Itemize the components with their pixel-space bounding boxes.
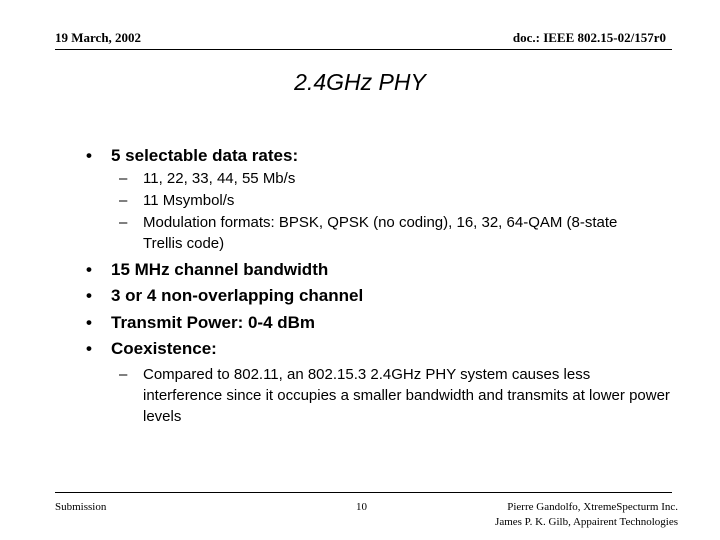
footer-rule [55, 492, 672, 493]
sub-bullet-text: 11 Msymbol/s [143, 192, 235, 209]
bullet-dot: • [86, 339, 92, 358]
bullet-dot: • [86, 146, 92, 165]
footer-author-line: Pierre Gandolfo, XtremeSpecturm Inc. [507, 501, 678, 513]
slide-title: 2.4GHz PHY [294, 69, 426, 95]
bullet-text: Transmit Power: 0-4 dBm [111, 313, 316, 332]
sub-bullet-text: 11, 22, 33, 44, 55 Mb/s [143, 170, 296, 187]
bullet-text: 5 selectable data rates: [111, 146, 299, 165]
header-date: 19 March, 2002 [55, 30, 142, 45]
footer-submission: Submission [55, 501, 107, 513]
footer-authors [495, 500, 678, 530]
bullet-text: 3 or 4 non-overlapping channel [111, 286, 364, 305]
sub-bullet-dash: – [119, 192, 128, 209]
bullet-dot: • [86, 286, 92, 305]
page-number: 10 [356, 501, 367, 513]
bullet-text: 15 MHz channel bandwidth [111, 260, 329, 279]
sub-bullet-dash: – [119, 214, 128, 231]
sub-bullet-dash: – [119, 170, 128, 187]
footer-author-line: James P. K. Gilb, Appairent Technologies [495, 516, 678, 528]
sub-bullet-dash: – [119, 366, 128, 383]
bullet-dot: • [86, 313, 92, 332]
sub-bullet-text: Compared to 802.11, an 802.15.3 2.4GHz PHY system causes less interference since it occupies a smaller bandwidth and transmits at lower power levels [143, 366, 670, 425]
header-doc-id: doc.: IEEE 802.15-02/157r0 [512, 30, 666, 45]
header-rule [55, 49, 672, 50]
bullet-text: Coexistence: [111, 339, 217, 358]
sub-bullet-text: Modulation formats: BPSK, QPSK (no coding), 16, 32, 64-QAM (8-state Trellis code) [143, 214, 618, 252]
bullet-dot: • [86, 260, 92, 279]
